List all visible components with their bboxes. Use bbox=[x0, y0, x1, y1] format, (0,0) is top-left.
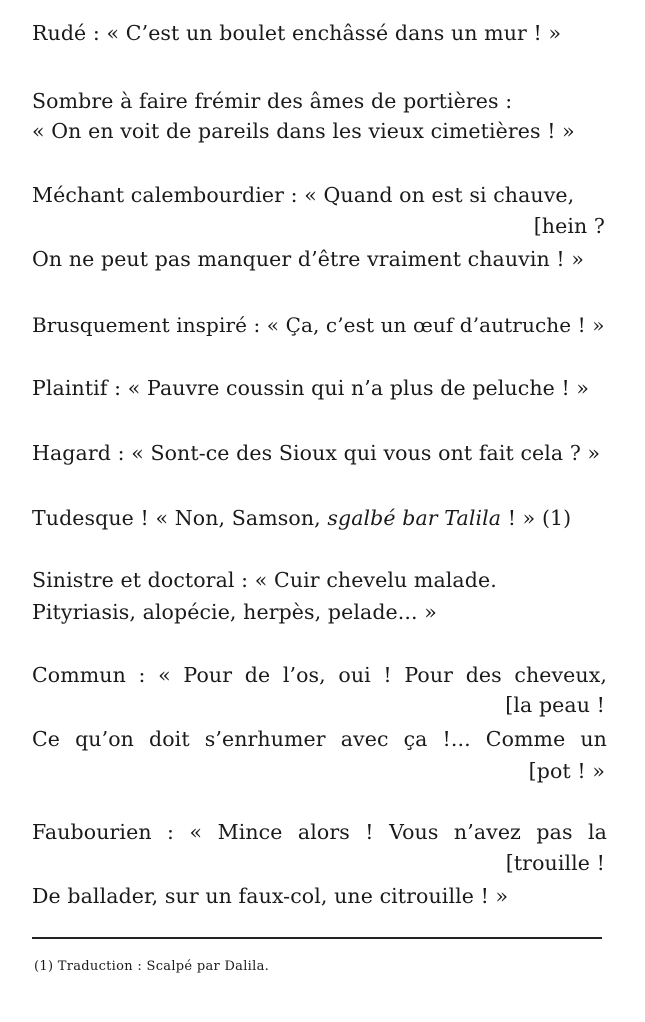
verse-commun-2: Ce qu’on doit s’enrhumer avec ça !... Comme un bbox=[32, 727, 607, 751]
verse-rude: Rudé : « C’est un boulet enchâssé dans un mur ! » bbox=[32, 21, 562, 45]
verse-faubourien-continuation: [trouille ! bbox=[505, 851, 605, 875]
verse-tudesque-italic: sgalbé bar Talila bbox=[327, 506, 502, 530]
verse-sombre-2: « On en voit de pareils dans les vieux cimetières ! » bbox=[32, 119, 575, 143]
verse-tudesque-suffix: ! » (1) bbox=[501, 506, 572, 530]
verse-faubourien-1: Faubourien : « Mince alors ! Vous n’avez pas la bbox=[32, 820, 607, 844]
verse-tudesque bbox=[32, 505, 607, 531]
verse-tudesque-prefix: Tudesque ! « Non, Samson, bbox=[32, 506, 328, 530]
footnote-divider bbox=[32, 937, 602, 939]
verse-commun-continuation-2: [pot ! » bbox=[528, 759, 605, 783]
verse-commun-continuation-1: [la peau ! bbox=[505, 693, 605, 717]
verse-calembourdier-1: Méchant calembourdier : « Quand on est si chauve, bbox=[32, 183, 575, 207]
verse-plaintif: Plaintif : « Pauvre coussin qui n’a plus de peluche ! » bbox=[32, 376, 590, 400]
footnote: (1) Traduction : Scalpé par Dalila. bbox=[34, 959, 270, 974]
verse-calembourdier-2: On ne peut pas manquer d’être vraiment chauvin ! » bbox=[32, 247, 585, 271]
verse-commun-1: Commun : « Pour de l’os, oui ! Pour des cheveux, bbox=[32, 663, 607, 687]
verse-sinistre-1: Sinistre et doctoral : « Cuir chevelu malade. bbox=[32, 568, 497, 592]
verse-faubourien-2: De ballader, sur un faux-col, une citrouille ! » bbox=[32, 884, 509, 908]
verse-sinistre-2: Pityriasis, alopécie, herpès, pelade... » bbox=[32, 600, 437, 624]
verse-sombre-1: Sombre à faire frémir des âmes de portières : bbox=[32, 89, 513, 113]
verse-calembourdier-continuation: [hein ? bbox=[533, 214, 605, 238]
verse-brusquement: Brusquement inspiré : « Ça, c’est un œuf d’autruche ! » bbox=[32, 313, 605, 337]
verse-hagard: Hagard : « Sont-ce des Sioux qui vous ont fait cela ? » bbox=[32, 441, 601, 465]
